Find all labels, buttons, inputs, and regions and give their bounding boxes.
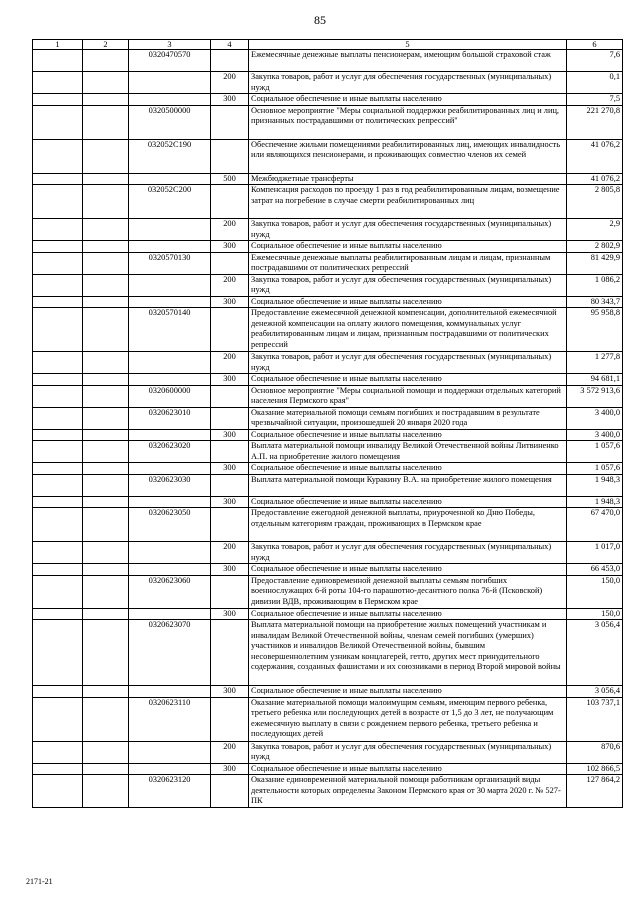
target-code-cell: 0320623010 [129,407,211,429]
amount-cell: 1 948,3 [567,474,623,496]
expense-type-cell: 300 [211,564,249,576]
target-code-cell: 0320623110 [129,697,211,741]
table-row [33,374,623,386]
column-header: 4 [211,40,249,50]
empty-cell [83,105,129,139]
table-row [33,185,623,219]
target-code-cell: 032052С190 [129,139,211,173]
table-header-row [33,40,623,50]
table-row [33,542,623,564]
empty-cell [83,139,129,173]
target-code-cell [129,686,211,698]
empty-cell [83,429,129,441]
empty-cell [33,697,83,741]
target-code-cell [129,72,211,94]
target-code-cell [129,564,211,576]
amount-cell: 221 270,8 [567,105,623,139]
item-name-cell: Выплата материальной помощи на приобретение жилых помещений участникам и инвалидам Великой Отечественной войны, членам семей погибших (умерших) участников и инвалидов Великой Отечественной войны, бывшим несовершеннолетним узникам концлагерей, гетто, других мест принудительного содержания, созданных фашистами и их союзниками в период Второй мировой войны [249,620,567,686]
empty-cell [33,296,83,308]
target-code-cell: 0320623070 [129,620,211,686]
table-row [33,50,623,72]
empty-cell [33,407,83,429]
target-code-cell [129,219,211,241]
empty-cell [83,241,129,253]
target-code-cell: 0320470570 [129,50,211,72]
item-name-cell: Социальное обеспечение и иные выплаты населению [249,296,567,308]
target-code-cell: 0320623120 [129,775,211,808]
amount-cell: 0,1 [567,72,623,94]
empty-cell [83,741,129,763]
table-row [33,173,623,185]
item-name-cell: Оказание материальной помощи малоимущим семьям, имеющим первого ребенка, третьего ребенка или последующих детей в возрасте от 1,5 до 3 лет, не получающим ежемесячную выплату в связи с рождением первого ребенка, третьего ребенка и последующих детей [249,697,567,741]
empty-cell [83,407,129,429]
empty-cell [83,496,129,508]
table-row [33,775,623,808]
empty-cell [33,474,83,496]
item-name-cell: Закупка товаров, работ и услуг для обеспечения государственных (муниципальных) нужд [249,741,567,763]
expense-type-cell [211,252,249,274]
item-name-cell: Социальное обеспечение и иные выплаты населению [249,564,567,576]
target-code-cell: 0320623030 [129,474,211,496]
table-row [33,474,623,496]
expense-type-cell [211,575,249,608]
item-name-cell: Оказание единовременной материальной помощи работникам организаций виды деятельности которых определены Законом Пермского края от 30 марта 2020 г. № 527-ПК [249,775,567,808]
empty-cell [83,564,129,576]
target-code-cell: 032052С200 [129,185,211,219]
amount-cell: 7,5 [567,94,623,106]
target-code-cell: 0320623060 [129,575,211,608]
amount-cell: 1 057,6 [567,463,623,475]
empty-cell [33,429,83,441]
expense-type-cell: 300 [211,686,249,698]
expense-type-cell [211,697,249,741]
target-code-cell [129,542,211,564]
table-row [33,308,623,352]
empty-cell [33,385,83,407]
target-code-cell [129,763,211,775]
expense-type-cell: 300 [211,463,249,475]
empty-cell [33,463,83,475]
footer-code: 2171-21 [26,877,53,886]
expense-type-cell [211,105,249,139]
table-row [33,105,623,139]
empty-cell [33,686,83,698]
empty-cell [33,496,83,508]
amount-cell: 1 057,6 [567,441,623,463]
empty-cell [33,374,83,386]
expense-type-cell [211,508,249,542]
column-header: 6 [567,40,623,50]
item-name-cell: Социальное обеспечение и иные выплаты населению [249,463,567,475]
table-row [33,463,623,475]
item-name-cell: Социальное обеспечение и иные выплаты населению [249,763,567,775]
empty-cell [33,139,83,173]
expense-type-cell [211,620,249,686]
item-name-cell: Закупка товаров, работ и услуг для обеспечения государственных (муниципальных) нужд [249,542,567,564]
empty-cell [83,252,129,274]
table-row [33,686,623,698]
table-row [33,564,623,576]
target-code-cell [129,496,211,508]
amount-cell: 66 453,0 [567,564,623,576]
amount-cell: 2 805,8 [567,185,623,219]
table-row [33,252,623,274]
expense-type-cell [211,139,249,173]
amount-cell: 3 400,0 [567,407,623,429]
target-code-cell [129,608,211,620]
empty-cell [83,374,129,386]
empty-cell [83,542,129,564]
empty-cell [83,608,129,620]
empty-cell [33,241,83,253]
amount-cell: 150,0 [567,608,623,620]
empty-cell [83,352,129,374]
expense-type-cell: 300 [211,763,249,775]
table-row [33,274,623,296]
expense-type-cell: 300 [211,241,249,253]
target-code-cell: 0320570130 [129,252,211,274]
empty-cell [33,741,83,763]
expense-type-cell [211,385,249,407]
empty-cell [83,308,129,352]
item-name-cell: Предоставление ежемесячной денежной компенсации, дополнительной ежемесячной денежной компенсации на оплату жилого помещения, коммунальных услуг реабилитированным лицам и лицам, признанным пострадавшими от политических репрессий [249,308,567,352]
empty-cell [33,105,83,139]
target-code-cell [129,94,211,106]
empty-cell [83,72,129,94]
target-code-cell: 0320570140 [129,308,211,352]
amount-cell: 3 056,4 [567,686,623,698]
empty-cell [83,219,129,241]
budget-table [32,39,623,808]
target-code-cell [129,741,211,763]
item-name-cell: Ежемесячные денежные выплаты реабилитированным лицам и лицам, признанным пострадавшими от политических репрессий [249,252,567,274]
expense-type-cell: 200 [211,274,249,296]
expense-type-cell: 200 [211,219,249,241]
empty-cell [83,463,129,475]
amount-cell: 67 470,0 [567,508,623,542]
empty-cell [33,542,83,564]
table-row [33,608,623,620]
amount-cell: 103 737,1 [567,697,623,741]
item-name-cell: Ежемесячные денежные выплаты пенсионерам, имеющим большой страховой стаж [249,50,567,72]
table-row [33,763,623,775]
page-number: 85 [314,13,326,27]
amount-cell: 7,6 [567,50,623,72]
amount-cell: 81 429,9 [567,252,623,274]
item-name-cell: Социальное обеспечение и иные выплаты населению [249,94,567,106]
empty-cell [33,185,83,219]
empty-cell [83,173,129,185]
table-row [33,575,623,608]
empty-cell [33,252,83,274]
amount-cell: 1 277,8 [567,352,623,374]
expense-type-cell [211,185,249,219]
empty-cell [33,575,83,608]
empty-cell [33,608,83,620]
item-name-cell: Социальное обеспечение и иные выплаты населению [249,686,567,698]
item-name-cell: Компенсация расходов по проезду 1 раз в год реабилитированным лицам, возмещение затрат на погребение в случае смерти реабилитированных лиц [249,185,567,219]
table-row [33,620,623,686]
item-name-cell: Выплата материальной помощи Куракину В.А. на приобретение жилого помещения [249,474,567,496]
amount-cell: 1 948,3 [567,496,623,508]
amount-cell: 3 056,4 [567,620,623,686]
table-row [33,352,623,374]
item-name-cell: Социальное обеспечение и иные выплаты населению [249,429,567,441]
target-code-cell: 0320623050 [129,508,211,542]
item-name-cell: Социальное обеспечение и иные выплаты населению [249,496,567,508]
expense-type-cell [211,308,249,352]
item-name-cell: Закупка товаров, работ и услуг для обеспечения государственных (муниципальных) нужд [249,352,567,374]
empty-cell [33,508,83,542]
empty-cell [83,763,129,775]
item-name-cell: Предоставление единовременной денежной выплаты семьям погибших военнослужащих 6-й роты 104-го парашютно-десантного полка 76-й (Псковской) дивизии ВДВ, проживающим в Пермском крае [249,575,567,608]
item-name-cell: Оказание материальной помощи семьям погибших и пострадавшим в результате чрезвычайной ситуации, произошедшей 20 января 2020 года [249,407,567,429]
item-name-cell: Закупка товаров, работ и услуг для обеспечения государственных (муниципальных) нужд [249,219,567,241]
target-code-cell [129,241,211,253]
amount-cell: 41 076,2 [567,139,623,173]
item-name-cell: Межбюджетные трансферты [249,173,567,185]
amount-cell: 870,6 [567,741,623,763]
table-row [33,496,623,508]
amount-cell: 127 864,2 [567,775,623,808]
expense-type-cell: 200 [211,542,249,564]
empty-cell [83,185,129,219]
column-header: 5 [249,40,567,50]
expense-type-cell [211,474,249,496]
table-row [33,241,623,253]
target-code-cell: 0320623020 [129,441,211,463]
empty-cell [33,763,83,775]
target-code-cell [129,173,211,185]
column-header: 3 [129,40,211,50]
amount-cell: 150,0 [567,575,623,608]
empty-cell [33,94,83,106]
empty-cell [83,296,129,308]
empty-cell [33,72,83,94]
table-row [33,741,623,763]
expense-type-cell: 300 [211,496,249,508]
empty-cell [33,441,83,463]
amount-cell: 41 076,2 [567,173,623,185]
item-name-cell: Социальное обеспечение и иные выплаты населению [249,374,567,386]
expense-type-cell [211,50,249,72]
table-row [33,508,623,542]
expense-type-cell: 300 [211,429,249,441]
empty-cell [83,441,129,463]
item-name-cell: Социальное обеспечение и иные выплаты населению [249,608,567,620]
table-row [33,296,623,308]
expense-type-cell: 200 [211,72,249,94]
target-code-cell [129,352,211,374]
empty-cell [83,697,129,741]
expense-type-cell: 500 [211,173,249,185]
empty-cell [83,274,129,296]
item-name-cell: Предоставление ежегодной денежной выплаты, приуроченной ко Дню Победы, отдельным категориям граждан, проживающих в Пермском крае [249,508,567,542]
empty-cell [83,620,129,686]
empty-cell [83,686,129,698]
expense-type-cell [211,407,249,429]
expense-type-cell: 300 [211,94,249,106]
empty-cell [83,775,129,808]
expense-type-cell: 200 [211,352,249,374]
empty-cell [33,308,83,352]
empty-cell [33,50,83,72]
item-name-cell: Закупка товаров, работ и услуг для обеспечения государственных (муниципальных) нужд [249,274,567,296]
table-body [33,50,623,808]
amount-cell: 102 866,5 [567,763,623,775]
column-header: 2 [83,40,129,50]
amount-cell: 3 572 913,6 [567,385,623,407]
amount-cell: 80 343,7 [567,296,623,308]
expense-type-cell [211,441,249,463]
table-row [33,697,623,741]
table-row [33,407,623,429]
empty-cell [33,352,83,374]
empty-cell [83,94,129,106]
empty-cell [83,385,129,407]
expense-type-cell: 300 [211,608,249,620]
amount-cell: 1 017,0 [567,542,623,564]
empty-cell [83,508,129,542]
amount-cell: 3 400,0 [567,429,623,441]
target-code-cell [129,296,211,308]
expense-type-cell: 300 [211,374,249,386]
item-name-cell: Социальное обеспечение и иные выплаты населению [249,241,567,253]
target-code-cell [129,429,211,441]
column-header: 1 [33,40,83,50]
target-code-cell: 0320600000 [129,385,211,407]
empty-cell [33,564,83,576]
empty-cell [33,775,83,808]
amount-cell: 1 086,2 [567,274,623,296]
empty-cell [83,474,129,496]
item-name-cell: Основное мероприятие "Меры социальной поддержки реабилитированных лиц и лиц, признанных пострадавшими от политических репрессий" [249,105,567,139]
table-row [33,219,623,241]
empty-cell [33,173,83,185]
item-name-cell: Закупка товаров, работ и услуг для обеспечения государственных (муниципальных) нужд [249,72,567,94]
empty-cell [83,575,129,608]
amount-cell: 95 958,8 [567,308,623,352]
target-code-cell [129,374,211,386]
empty-cell [33,219,83,241]
amount-cell: 94 681,1 [567,374,623,386]
expense-type-cell: 300 [211,296,249,308]
amount-cell: 2,9 [567,219,623,241]
item-name-cell: Основное мероприятие "Меры социальной помощи и поддержки отдельных категорий населения Пермского края" [249,385,567,407]
empty-cell [33,620,83,686]
table-row [33,139,623,173]
table-row [33,441,623,463]
empty-cell [33,274,83,296]
target-code-cell [129,274,211,296]
item-name-cell: Обеспечение жильми помещениями реабилитированных лиц, имеющих инвалидность или являющихся пенсионерами, и проживающих совместно членов их семей [249,139,567,173]
empty-cell [83,50,129,72]
target-code-cell [129,463,211,475]
item-name-cell: Выплата материальной помощи инвалиду Великой Отечественной войны Литвиненко А.П. на приобретение жилого помещения [249,441,567,463]
amount-cell: 2 802,9 [567,241,623,253]
target-code-cell: 0320500000 [129,105,211,139]
table-row [33,385,623,407]
table-row [33,94,623,106]
table-row [33,72,623,94]
expense-type-cell [211,775,249,808]
table-row [33,429,623,441]
expense-type-cell: 200 [211,741,249,763]
